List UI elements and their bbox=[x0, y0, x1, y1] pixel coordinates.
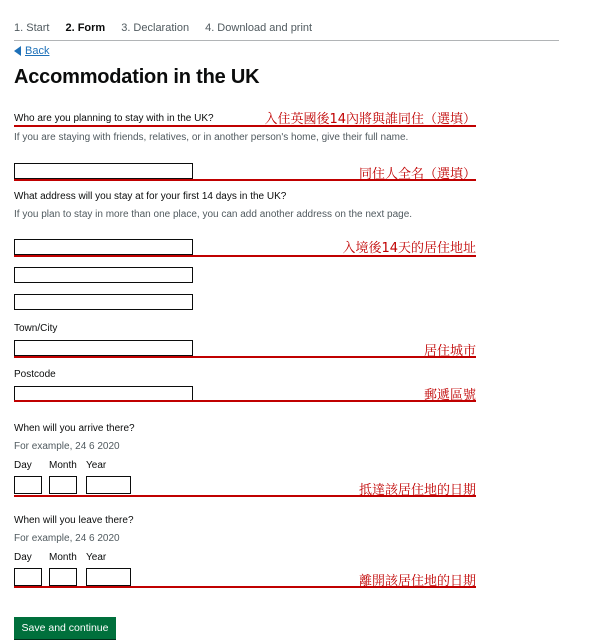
step-start[interactable]: 1. Start bbox=[14, 22, 50, 34]
annotation-underline bbox=[14, 356, 476, 358]
address-line-1-input[interactable] bbox=[14, 239, 193, 255]
annotation-postcode: 郵遞區號 bbox=[423, 388, 476, 403]
arrive-day-label: Day bbox=[14, 460, 32, 471]
arrive-year-label: Year bbox=[86, 460, 107, 471]
who-hint: If you are staying with friends, relatives, or in another person's home, give their full name. bbox=[14, 132, 409, 143]
annotation-city: 居住城市 bbox=[423, 344, 476, 359]
leave-year-label: Year bbox=[86, 552, 107, 563]
back-arrow-icon bbox=[14, 46, 21, 56]
back-label: Back bbox=[25, 45, 50, 57]
postcode-label: Postcode bbox=[14, 369, 56, 380]
leave-year-input[interactable] bbox=[86, 568, 131, 586]
annotation-arrive: 抵達該居住地的日期 bbox=[358, 483, 476, 498]
annotation-leave: 離開該居住地的日期 bbox=[358, 574, 476, 589]
who-name-input[interactable] bbox=[14, 163, 193, 179]
arrive-hint: For example, 24 6 2020 bbox=[14, 441, 120, 452]
step-form: 2. Form bbox=[65, 22, 106, 34]
annotation-address: 入境後14天的居住地址 bbox=[342, 241, 476, 256]
annotation-name: 同住人全名（選填） bbox=[358, 167, 476, 182]
step-declaration: 3. Declaration bbox=[121, 22, 190, 34]
step-download: 4. Download and print bbox=[205, 22, 313, 34]
back-link[interactable] bbox=[14, 45, 49, 57]
town-input[interactable] bbox=[14, 340, 193, 356]
who-label: Who are you planning to stay with in the UK? bbox=[14, 113, 214, 124]
step-divider bbox=[14, 40, 559, 41]
step-navigation bbox=[14, 22, 312, 34]
arrive-label: When will you arrive there? bbox=[14, 423, 135, 434]
arrive-day-input[interactable] bbox=[14, 476, 42, 494]
leave-label: When will you leave there? bbox=[14, 515, 134, 526]
arrive-month-input[interactable] bbox=[49, 476, 77, 494]
arrive-month-label: Month bbox=[49, 460, 77, 471]
leave-day-label: Day bbox=[14, 552, 32, 563]
address-line-2-input[interactable] bbox=[14, 267, 193, 283]
leave-month-input[interactable] bbox=[49, 568, 77, 586]
town-label: Town/City bbox=[14, 323, 58, 334]
annotation-underline bbox=[14, 400, 476, 402]
leave-hint: For example, 24 6 2020 bbox=[14, 533, 120, 544]
address-hint: If you plan to stay in more than one place, you can add another address on the next page. bbox=[14, 209, 413, 220]
save-and-continue-button[interactable]: Save and continue bbox=[14, 617, 116, 639]
leave-day-input[interactable] bbox=[14, 568, 42, 586]
address-line-3-input[interactable] bbox=[14, 294, 193, 310]
address-label: What address will you stay at for your first 14 days in the UK? bbox=[14, 191, 287, 202]
page-title: Accommodation in the UK bbox=[14, 66, 260, 88]
arrive-year-input[interactable] bbox=[86, 476, 131, 494]
leave-month-label: Month bbox=[49, 552, 77, 563]
annotation-who: 入住英國後14內將與誰同住（選填） bbox=[264, 112, 476, 127]
